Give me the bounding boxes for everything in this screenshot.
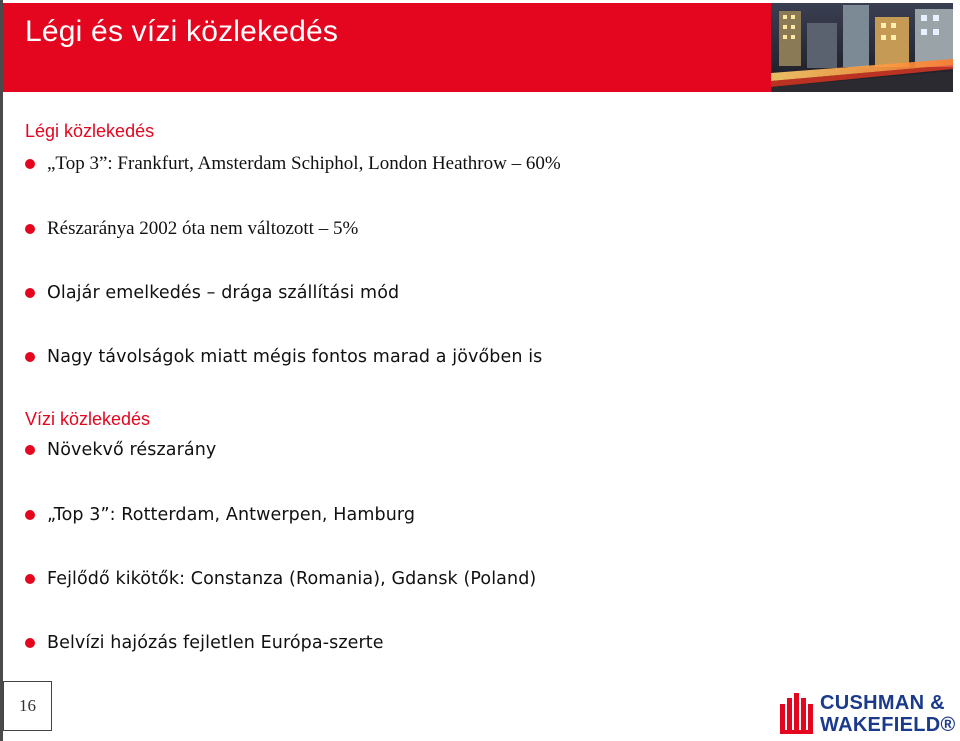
section-heading-air: Légi közlekedés — [25, 121, 155, 141]
slide-title: Légi és vízi közlekedés — [25, 15, 339, 48]
list-item: Belvízi hajózás fejletlen Európa-szerte — [25, 633, 384, 653]
list-item: „Top 3”: Rotterdam, Antwerpen, Hamburg — [25, 505, 415, 525]
page-number: 16 — [3, 681, 52, 731]
red-dot-icon — [25, 445, 35, 455]
red-dot-icon — [25, 159, 35, 169]
red-dot-icon — [25, 288, 35, 298]
list-item: Olajár emelkedés – drága szállítási mód — [25, 283, 399, 303]
title-bar — [3, 3, 953, 92]
red-dot-icon — [25, 510, 35, 520]
list-item: Nagy távolságok miatt mégis fontos marad a jövőben is — [25, 347, 542, 367]
section-heading-water: Vízi közlekedés — [25, 409, 151, 429]
city-night-photo — [771, 3, 953, 92]
red-dot-icon — [25, 224, 35, 234]
cushman-wakefield-logo: CUSHMAN & WAKEFIELD® — [778, 690, 956, 738]
list-item: Növekvő részarány — [25, 440, 216, 460]
red-dot-icon — [25, 574, 35, 584]
logo-mark-icon — [778, 690, 818, 736]
red-dot-icon — [25, 352, 35, 362]
list-item: Fejlődő kikötők: Constanza (Romania), Gdansk (Poland) — [25, 569, 536, 589]
left-border — [0, 0, 3, 741]
red-dot-icon — [25, 638, 35, 648]
list-item: „Top 3”: Frankfurt, Amsterdam Schiphol, London Heathrow – 60% — [25, 153, 561, 175]
list-item: Részaránya 2002 óta nem változott – 5% — [25, 218, 358, 240]
